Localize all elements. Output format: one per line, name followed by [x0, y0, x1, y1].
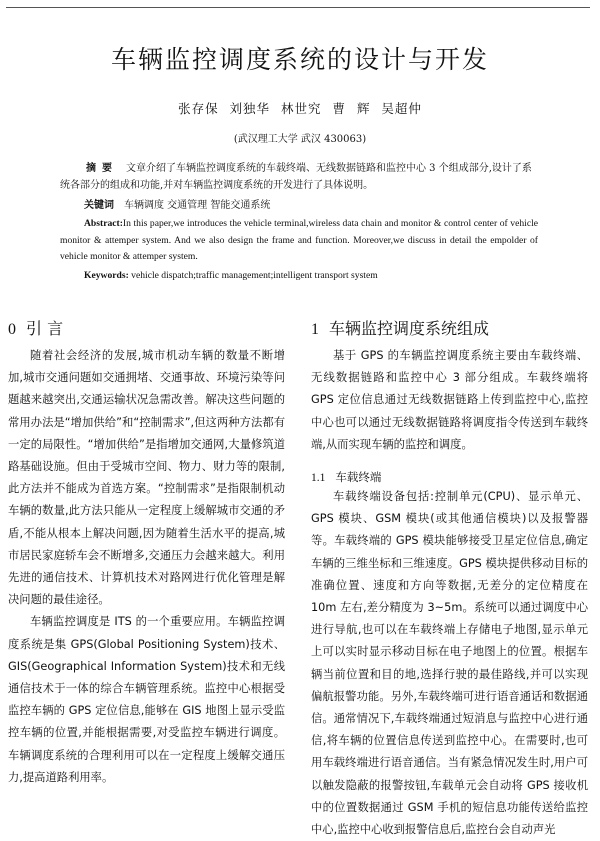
keywords-en-label: Keywords:: [84, 270, 129, 281]
keywords-cn-text: 车辆调度 交通管理 智能交通系统: [124, 200, 271, 211]
keywords-en-text: vehicle dispatch;traffic management;intelligent transport system: [131, 270, 378, 281]
subsection-1-1-paragraph: 车载终端设备包括:控制单元(CPU)、显示单元、GPS 模块、GSM 模块(或其他通信模块)以及报警器等。车载终端的 GPS 模块能够接受卫星定位信息,确定车辆的三维坐标和三维速度。GPS 模块提供移动目标的准确位置、速度和方向等数据,无差分的定位精度在 10m 左右,差分精度为 3~5m。系统可以通过调度中心进行导航,也可以在车载终端上存储电子地图,显示单元上可以实时显示移动目标在电子地图上的位置。根据车辆当前位置和目的地,选择行驶的最佳路线,并可以实现偏航报警功能。另外,车载终端可进行语音通话和数据通信。通常情况下,车载终端通过短消息与监控中心进行通信,将车辆的位置信息传送到监控中心。在需要时,也可用车载终端进行语音通信。当有紧急情况发生时,用户可以触发隐蔽的报警按钮,车载单元会自动将 GPS 接收机中的位置数据通过 GSM 手机的短信息功能传送给监控中心,监控中心收到报警信息后,监控台会自动声光: [311, 490, 588, 837]
subsection-1-1-title: 车载终端: [335, 470, 382, 484]
section-1-paragraph: 基于 GPS 的车辆监控调度系统主要由车载终端、无线数据链路和监控中心 3 部分组成。车载终端将 GPS 定位信息通过无线数据链路上传到监控中心,监控中心也可以通过无线数据链路将调度指令传送到车载终端,从而实现车辆的监控和调度。: [311, 349, 588, 451]
intro-paragraph-1: 随着社会经济的发展,城市机动车辆的数量不断增加,城市交通问题如交通拥堵、交通事故、环境污染等问题越来越突出,交通运输状况急需改善。解决这些问题的常用办法是“增加供给”和“控制需求”,但这两种方法都有一定的局限性。“增加供给”是指增加交通网,大量修筑道路基础设施。但由于受城市空间、物力、财力等的限制,此方法并不能成为首选方案。“控制需求”是指限制机动车辆的数量,此方法只能从一定程度上缓解城市交通的矛盾,不能从根本上解决问题,因为随着生活水平的提高,城市居民家庭轿车会不断增多,交通压力会越来越大。利用先进的通信技术、计算机技术对路网进行优化管理是解决问题的最佳途径。: [8, 349, 285, 607]
affiliation: (武汉理工大学 武汉 430063): [233, 134, 367, 145]
top-rule: [6, 7, 590, 8]
intro-paragraph-2: 车辆监控调度是 ITS 的一个重要应用。车辆监控调度系统是集 GPS(Global Positioning System)技术、GIS(Geographical Information System)技术和无线通信技术于一体的综合车辆管理系统。监控中心根据受监控车辆的 GPS 定位信息,能够在 GIS 地图上显示受监控车辆的位置,并能根据需要,对受监控车辆进行调度。车辆调度系统的合理利用可以在一定程度上缓解交通压力,提高道路利用率。: [8, 615, 285, 784]
right-column-bottom: [311, 486, 588, 841]
abstract-en-label: Abstract:: [84, 218, 123, 229]
abstract-en-text: In this paper,we introduces the vehicle terminal,wireless data chain and monitor & control center of vehicle monitor & attemper system. And we also design the frame and function. Moreover,we discuss in detail the empolder of vehicle monitor & attemper system.: [60, 218, 538, 262]
paper-title: 车辆监控调度系统的设计与开发: [110, 45, 489, 74]
section-intro-title: 引 言: [26, 319, 64, 338]
abstract-cn: [60, 160, 540, 194]
subsection-1-1-number: 1.1: [311, 472, 326, 484]
abstract-cn-label: 摘要: [86, 163, 118, 174]
keywords-cn: [84, 196, 540, 211]
section-intro-heading: [8, 316, 63, 339]
left-column: [8, 345, 285, 789]
section-intro-number: 0: [8, 321, 16, 338]
section-1-number: 1: [311, 321, 319, 338]
keywords-en: [84, 270, 540, 281]
section-1-heading: [311, 316, 489, 339]
right-column-top: [311, 345, 588, 456]
keywords-cn-label: 关键词: [84, 200, 114, 211]
authors: 张存保 刘独华 林世究 曹 辉 吴超仲: [178, 101, 422, 116]
section-1-title: 车辆监控调度系统组成: [329, 319, 490, 338]
abstract-en: [60, 216, 538, 266]
subsection-1-1-heading: [311, 469, 381, 485]
abstract-cn-text: 文章介绍了车辆监控调度系统的车载终端、无线数据链路和监控中心 3 个组成部分,设计了系统各部分的组成和功能,并对车辆监控调度系统的开发进行了具体说明。: [60, 163, 532, 191]
